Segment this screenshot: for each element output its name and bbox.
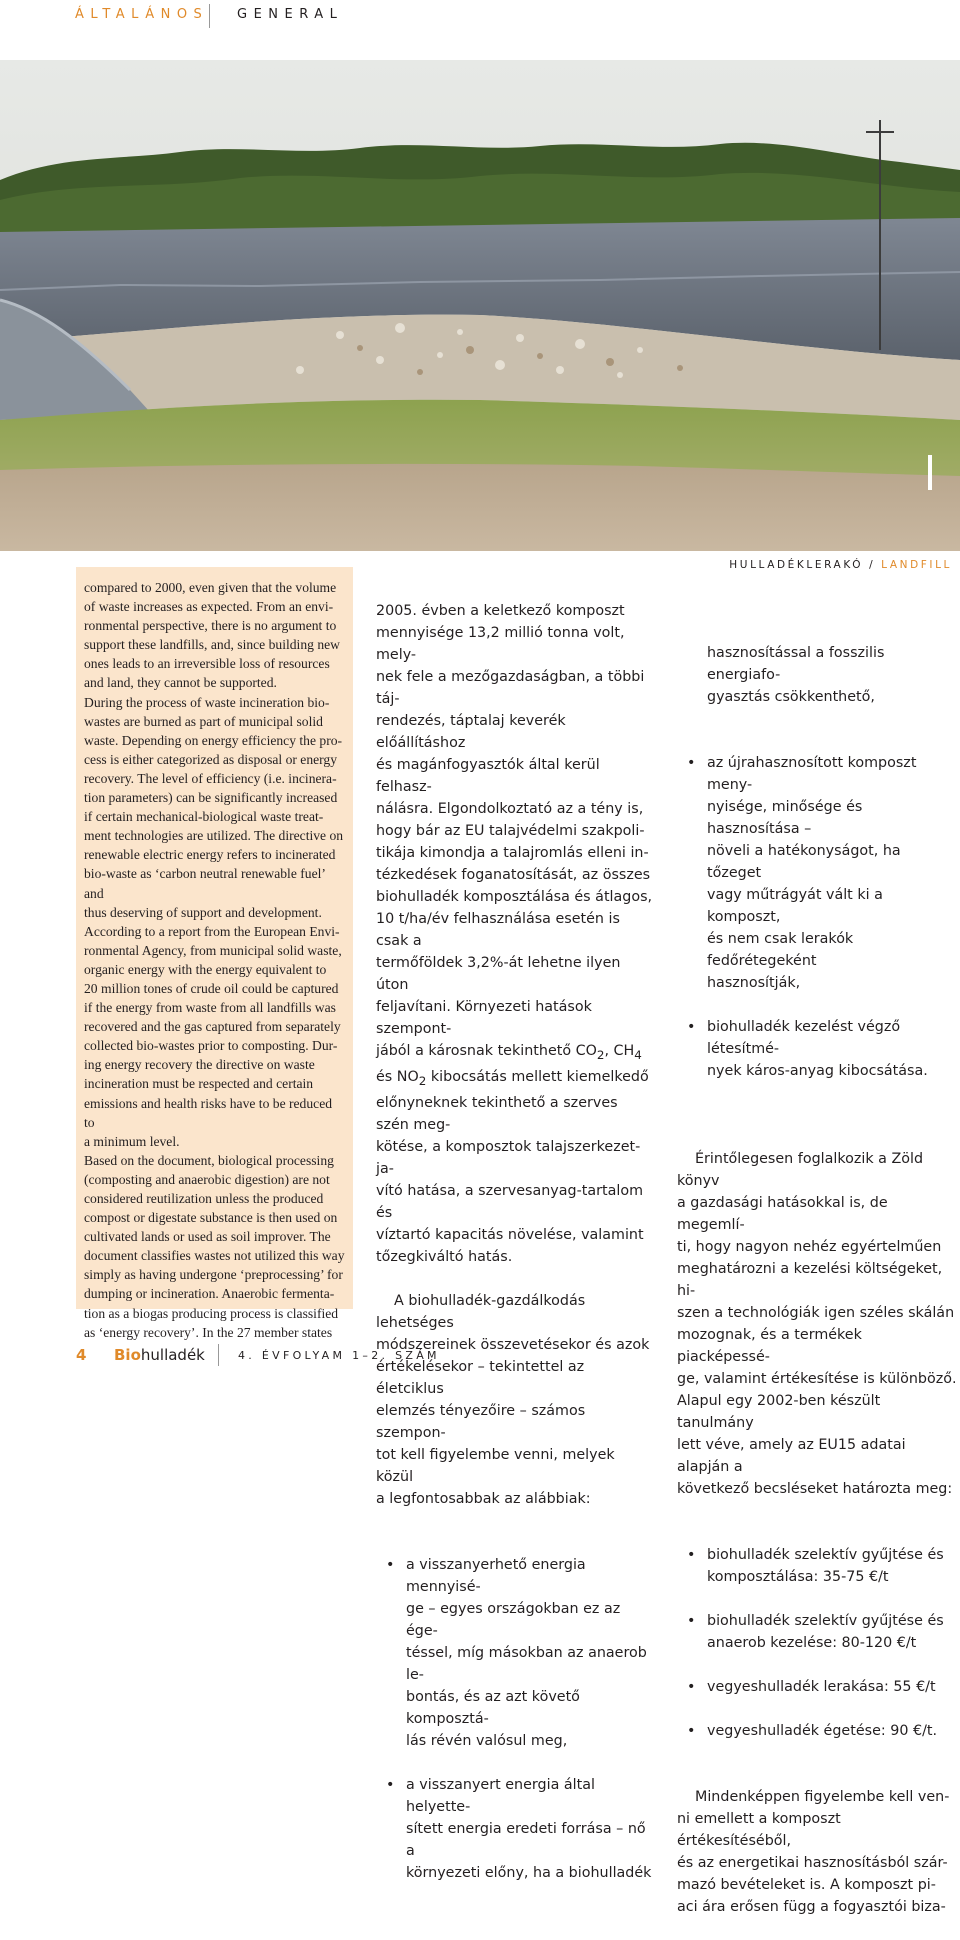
body-text: 2005. évben a keletkező komposzt mennyisége 13,2 millió tonna volt, mely- nek fele a mezőgazdaságban, a többi táj- rendezés, táptalaj keverék előállításhoz és magánfogyasztók által kerül felhasz- nálásra. Elgondolkoztató az a tény is, hogy bár az EU talajvédelmi szakpoli- tikája kimondja a talajromlás elleni in- tézkedések foganatosítását, az összes biohulladék komposztálása és átlagos, 10 t/ha/év felhasználása esetén is csak a termőföldek 3,2%-át lehetne ilyen úton feljavítani. Környezeti hatások szempont- jából a károsnak tekinthető CO: [376, 603, 653, 1059]
list-item: • biohulladék kezelést végző létesítmé- nyek káros-anyag kibocsátása.: [677, 1016, 957, 1082]
body-text: , CH: [604, 1043, 635, 1059]
section-tag: [729, 559, 952, 571]
subscript: 4: [634, 1047, 642, 1062]
cost-list: [677, 1522, 957, 1764]
landfill-photo: [0, 60, 960, 551]
section-tag-separator: /: [863, 559, 882, 571]
issue-info: 4. ÉVFOLYAM 1–2. SZÁM: [238, 1349, 440, 1362]
page-footer: [0, 1340, 960, 1368]
criteria-list-continued: [677, 730, 957, 1104]
sidebar-paragraph: Based on the document, biological processing (composting and anaerobic digestion) are not considered reutilization unless the produced compost or digestate substance is then used on cultivated lands or used as soil improver. The document classifies wastes not utilized this way simply as having undergone ‘preprocessing’ for dumping or incineration. Anaerobic fermenta- tion as a biogas producing process is classified as ‘energy recovery’. In the 27 member states: [84, 1152, 345, 1340]
page-number: 4: [76, 1346, 87, 1364]
subscript: 2: [418, 1073, 427, 1088]
subscript: 2: [596, 1047, 605, 1062]
body-text: kibocsátás mellett kiemelkedő előnyneknek tekinthető a szerves szén meg- kötése, a komposztok talajszerkezet-ja- vító hatása, a szervesanyag-tartalom és víztartó kapacitás növelése, valamint tőzegkiváltó hatás.: [376, 1068, 649, 1265]
criteria-list: [376, 1532, 654, 1906]
english-summary-sidebar: [76, 567, 353, 1340]
list-item: • vegyeshulladék égetése: 90 €/t.: [677, 1720, 957, 1742]
magazine-title: [114, 1346, 205, 1364]
body-paragraph: Mindenképpen figyelembe kell ven- ni emellett a komposzt értékesítéséből, és az energetikai hasznosításból szár- mazó bevételeket is. A komposzt pi- aci ára erősen függ a fogyasztói biza-: [677, 1789, 950, 1915]
magazine-title-rest: hulladék: [140, 1346, 205, 1364]
list-item: • biohulladék szelektív gyűjtése és anaerob kezelése: 80-120 €/t: [677, 1610, 957, 1654]
list-item: • biohulladék szelektív gyűjtése és komposztálása: 35-75 €/t: [677, 1544, 957, 1588]
list-item: • a visszanyerhető energia mennyisé- ge – egyes országokban ez az ége- téssel, míg másokban az anaerob le- bontás, és az azt követő komposztá- lás révén valósul meg,: [376, 1554, 654, 1752]
list-item: • a visszanyert energia által helyette- sített energia eredeti forrása – nő a környezeti előny, ha a biohulladék: [376, 1774, 654, 1884]
body-text: és NO: [376, 1068, 419, 1085]
body-column-3: [677, 620, 957, 1940]
footer-divider: [218, 1344, 219, 1366]
body-paragraph: A biohulladék-gazdálkodás lehetséges módszereinek összevetésekor és azok értékelésekor – tekintettel az életciklus elemzés tényezőire – számos szempon- tot kell figyelembe venni, melyek közül a legfontosabbak az alábbiak:: [376, 1292, 650, 1507]
body-paragraph: [376, 600, 654, 1268]
list-item: • az újrahasznosított komposzt meny- nyisége, minősége és hasznosítása – növeli a hatékonyságot, ha tőzeget vagy műtrágyát vált ki a komposzt, és nem csak lerakók fedőrétegeként hasznosítják,: [677, 752, 957, 994]
body-paragraph: Érintőlegesen foglalkozik a Zöld könyv a gazdasági hatásokkal is, de megemlí- ti, hogy nagyon nehéz egyértelműen meghatározni a kezelési költségeket, hi- szen a technológiák igen széles skálán mozognak, és a termékek piacképessé- ge, valamint értékesítése is különböző. Alapul egy 2002-ben készült tanulmány lett véve, amely az EU15 adatai alapján a következő becsléseket határozta meg:: [677, 1151, 957, 1497]
list-continuation: hasznosítással a fosszilis energiafo- gyasztás csökkenthető,: [707, 645, 885, 705]
header-category-hu: ÁLTALÁNOS: [75, 7, 209, 22]
header-divider: [209, 4, 210, 28]
sidebar-paragraph: compared to 2000, even given that the volume of waste increases as expected. From an envi- ronmental perspective, there is no argument to support these landfills, and, since building new ones leads to an irreversible loss of resources and land, they cannot be supported.: [84, 580, 340, 691]
page-header: [0, 0, 960, 40]
section-tag-hu: HULLADÉKLERAKÓ: [729, 559, 864, 571]
sidebar-paragraph: During the process of waste incineration bio- wastes are burned as part of municipal solid waste. Depending on energy efficiency the pro- cess is either categorized as disposal or energy recovery. The level of efficiency (i.e. incinera- tion parameters) can be significantly increased if certain mechanical-biological waste treat- ment technologies are utilized. The directive on renewable electric energy refers to incinerated bio-waste as ‘carbon neutral renewable fuel’ and thus deserving of support and development. According to a report from the European Envi- ronmental Agency, from municipal solid waste, organic energy with the energy equivalent to 20 million tones of crude oil could be captured if the energy from waste from all landfills was recovered and the gas captured from separately collected bio-wastes prior to composting. Dur- ing energy recovery the directive on waste incineration must be respected and certain emissions and health risks have to be reduced to a minimum level.: [84, 694, 344, 1149]
body-column-2: [376, 578, 654, 1928]
landfill-photo-graphic: [0, 60, 960, 551]
list-item: • vegyeshulladék lerakása: 55 €/t: [677, 1676, 957, 1698]
section-tag-en: LANDFILL: [881, 559, 952, 571]
magazine-title-bio: Bio: [114, 1346, 141, 1364]
header-category-en: GENERAL: [237, 7, 344, 22]
